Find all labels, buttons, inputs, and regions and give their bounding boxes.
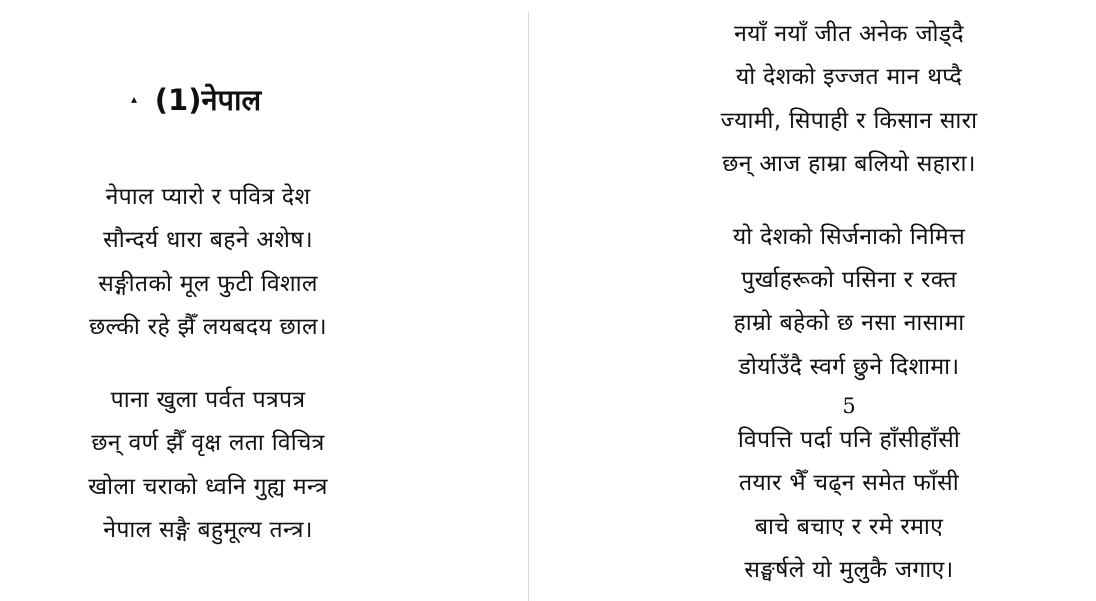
poem-line: छन् आज हाम्रा बलियो सहारा। — [722, 151, 976, 177]
poem-line: डोर्याउँदै स्वर्ग छुने दिशामा। — [738, 354, 960, 380]
poem-line: हाम्रो बहेको छ नसा नासामा — [733, 310, 965, 336]
poem-line: ज्यामी, सिपाही र किसान सारा — [720, 108, 978, 134]
poem-line: नेपाल सङ्गै बहुमूल्य तन्त्र। — [103, 517, 313, 543]
poem-line: यो देशको सिर्जनाको निमित्त — [732, 224, 966, 250]
poem-line: विपत्ति पर्दा पनि हाँसीहाँसी — [737, 427, 961, 453]
poem-line: सङ्घर्षले यो मुलुकै जगाए। — [744, 557, 954, 583]
page-number: 5 — [842, 394, 856, 418]
poem-line: नेपाल प्यारो र पवित्र देश — [105, 184, 311, 210]
page-divider — [528, 12, 529, 601]
poem-line: बाचे बचाए र रमे रमाए — [754, 514, 944, 540]
title-marker-icon: ▴ — [131, 92, 138, 106]
poem-line: नयाँ नयाँ जीत अनेक जोड्दै — [734, 21, 964, 47]
poem-line: यो देशको इज्जत मान थप्दै — [735, 64, 963, 90]
poem-line: पाना खुला पर्वत पत्रपत्र — [110, 387, 306, 413]
left-page — [0, 0, 528, 601]
poem-line: सङ्गीतको मूल फुटी विशाल — [98, 271, 318, 297]
poem-line: सौन्दर्य धारा बहने अशेष। — [103, 227, 313, 253]
poem-line: छल्की रहे झैँ लयबदय छाल। — [89, 314, 327, 340]
poem-line: पुर्खाहरूको पसिना र रक्त — [741, 267, 957, 293]
poem-line: छन् वर्ण झैँ वृक्ष लता विचित्र — [91, 430, 325, 456]
poem-line: खोला चराको ध्वनि गुह्य मन्त्र — [88, 474, 328, 500]
poem-title: (1)नेपाल — [154, 83, 262, 117]
poem-line: तयार भैँ चढ्न समेत फाँसी — [739, 470, 959, 496]
right-page — [530, 0, 1096, 601]
